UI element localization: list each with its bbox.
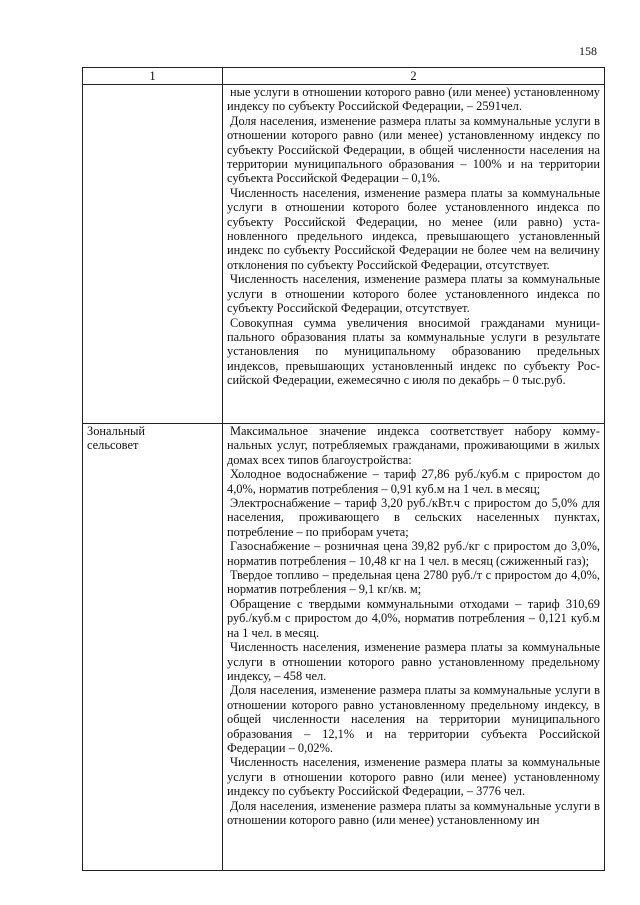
- data-table: [82, 67, 605, 871]
- paragraph: Газоснабжение – розничная цена 39,82 руб./кг с приростом до 3,0%, норматив потребления – 10,48 кг на 1 чел. в месяц (сжиженный газ);: [227, 539, 600, 568]
- region-name-line: Зональный: [87, 424, 146, 438]
- column-header-1: 1: [83, 68, 223, 85]
- paragraph: Доля населения, изменение размера платы за коммунальные услуги в отношении которого равно (или менее) установленному индексу по субъекту Российской Федерации, в общей численности населения на территории муниципального образования – 100% и на территории субъекта Российской Федерации – 0,1%.: [227, 113, 600, 186]
- paragraph: Совокупная сумма увеличения вносимой гражданами муниципального образования платы за коммунальные услуги в результате установления по муниципальному образованию предельных индексов, превышающих установленный индекс по субъекту Российской Федерации, ежемесячно с июля по декабрь – 0 тыс.руб.: [227, 315, 600, 388]
- table-header-row: [83, 68, 605, 85]
- paragraph: Максимальное значение индекса соответствует набору коммунальных услуг, потребляемых гражданами, проживающими в жилых домах всех типов благоустройства:: [227, 424, 600, 467]
- paragraph: Электроснабжение – тариф 3,20 руб./кВт.ч с приростом до 5,0% для населения, проживающего в сельских населенных пунктах, потребление – по приборам учета;: [227, 496, 600, 539]
- table-row: [83, 85, 605, 424]
- region-cell: [83, 424, 223, 871]
- paragraph: Численность населения, изменение размера платы за коммунальные услуги в отношении которого более установленного индекса по субъекту Российской Федерации, но менее (или равно) установленного предельного индекса, превышающего установленный индекс по субъекту Российской Федерации не более чем на величину отклонения по субъекту Российской Федерации, отсутствует.: [227, 185, 600, 272]
- region-name-line: сельсовет: [87, 438, 139, 453]
- paragraph: Доля населения, изменение размера платы за коммунальные услуги в отношении которого равно установленному предельному индексу, в общей численности населения на территории муниципального образования – 12,1% и на территории субъекта Российской Федерации – 0,02%.: [227, 683, 600, 755]
- column-header-2: 2: [223, 68, 605, 85]
- region-cell: [83, 85, 223, 424]
- table-row: [83, 424, 605, 871]
- paragraph: Холодное водоснабжение – тариф 27,86 руб./куб.м с приростом до 4,0%, норматив потребления – 0,91 куб.м на 1 чел. в месяц;: [227, 467, 600, 496]
- paragraph: Доля населения, изменение размера платы за коммунальные услуги в отношении которого равно (или менее) установленному ин: [227, 798, 600, 827]
- paragraph: Численность населения, изменение размера платы за коммунальные услуги в отношении которого равно установленному предельному индексу, – 458 чел.: [227, 640, 600, 683]
- paragraph: Численность населения, изменение размера платы за коммунальные услуги в отношении которого равно (или менее) установленному индексу по субъекту Российской Федерации, – 3776 чел.: [227, 755, 600, 799]
- page-number: 158: [579, 44, 597, 58]
- paragraph: Обращение с твердыми коммунальными отходами – тариф 310,69 руб./куб.м с приростом до 4,0%, норматив потребления – 0,121 куб.м на 1 чел. в месяц.: [227, 596, 600, 640]
- paragraph: ные услуги в отношении которого равно (или менее) установленному индексу по субъекту Российской Федерации, – 2591чел.: [227, 85, 600, 114]
- paragraph: Численность населения, изменение размера платы за коммунальные услуги в отношении которого более установленного индекса по субъекту Российской Федерации, отсутствует.: [227, 272, 600, 316]
- description-cell: [223, 424, 605, 871]
- description-cell: [223, 85, 605, 424]
- paragraph: Твердое топливо – предельная цена 2780 руб./т с приростом до 4,0%, норматив потребления – 9,1 кг/кв. м;: [227, 568, 600, 597]
